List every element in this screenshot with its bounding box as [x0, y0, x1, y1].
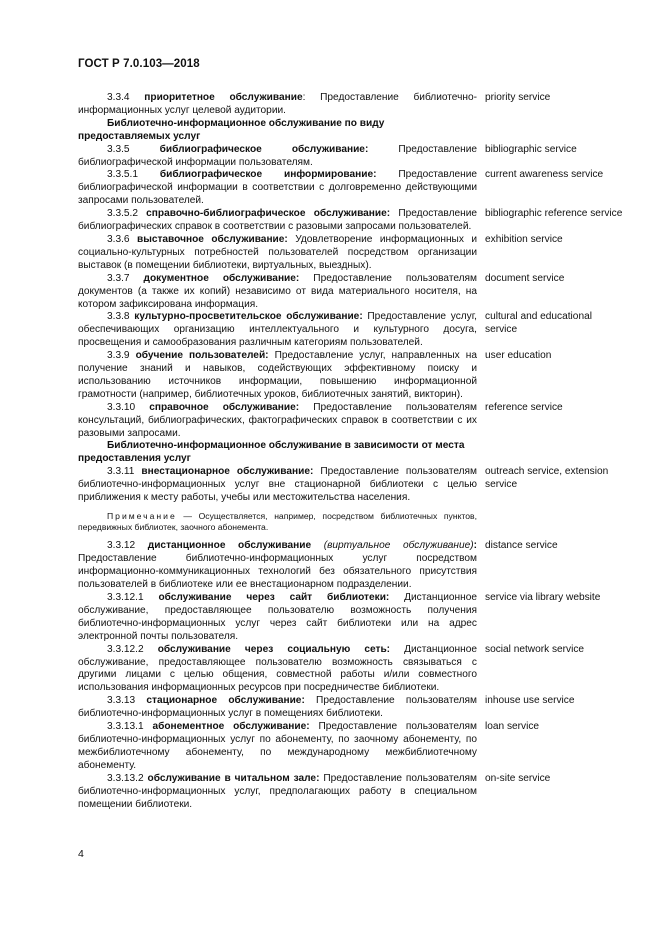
- definition-text: Предоставление пользователям библиотечно-информационных услуг в помещениях библиотеки.: [78, 695, 477, 720]
- term-definition: [78, 592, 477, 644]
- definition-text: Дистанционное обслуживание, предоставляющее пользователю возможность связываться с другими лицами с целью общения, совместной работы и/или совместного использования информационных ресурсов при посредничестве библиотеки.: [78, 643, 477, 694]
- term-colon: :: [386, 208, 391, 220]
- term-definition: [78, 540, 477, 592]
- definition-text: Предоставление пользователям библиотечно-информационных услуг вне стационарной библиотеки с целью приближения к месту работы, учебы или местожительства населения.: [78, 466, 477, 504]
- english-term: distance service: [485, 540, 558, 552]
- term-entry: [78, 234, 623, 273]
- term-colon: :: [295, 401, 300, 413]
- definition-text: Предоставление пользователям консультаций, библиографических, фактографических справок в соответствии с их разовыми запросами.: [78, 401, 477, 439]
- english-term: user education: [485, 350, 552, 362]
- term-name: справочно-библиографическое обслуживание: [146, 208, 387, 220]
- definition-text: Предоставление библиотечно-информационных услуг посредством информационно-коммуникационных технологий без обязательного присутствия пользователей в библиотеке или ее внестационарном подразделении.: [78, 553, 477, 591]
- note-text: — Осуществляется, например, посредством библиотечных пунктов, передвижных библиотек, заочного абонемента.: [78, 511, 477, 533]
- term-entries: [78, 92, 623, 811]
- definition-text: Предоставление библиографической информации пользователям.: [78, 143, 478, 168]
- term-number: 3.3.5.1: [107, 169, 138, 181]
- term-entry: [78, 92, 623, 118]
- section-heading-text: Библиотечно-информационное обслуживание по виду предоставляемых услуг: [78, 117, 385, 142]
- section-heading: [78, 118, 477, 144]
- term-entry: [78, 208, 623, 234]
- term-entry: [78, 169, 623, 208]
- term-name: обслуживание через сайт библиотеки: [158, 592, 386, 604]
- term-colon: :: [373, 169, 377, 181]
- term-name: документное обслуживание: [143, 272, 296, 284]
- term-colon: :: [309, 466, 314, 478]
- definition-text: Удовлетворение информационных и социально-культурных потребностей пользователей посредством организации выставок (в помещении библиотеки, виртуальных, выездных).: [78, 233, 477, 271]
- term-name: справочное обслуживание: [149, 401, 296, 413]
- term-colon: :: [385, 592, 390, 604]
- term-name: дистанционное обслуживание: [147, 540, 312, 552]
- term-name: внестационарное обслуживание: [141, 466, 310, 478]
- english-term: outreach service, extension service: [485, 466, 609, 491]
- term-definition: [78, 695, 477, 721]
- english-term: document service: [485, 272, 565, 284]
- term-number: 3.3.12.2: [107, 643, 144, 655]
- section-heading-text: Библиотечно-информационное обслуживание в зависимости от места предоставления услуг: [78, 440, 465, 465]
- definition-text: Предоставление услуг, направленных на получение знаний и навыков, содействующих эффективному поиску и использованию источников информации, повышению информационной грамотности (например, библиотечных уроков, библиотечных занятий, викторин).: [78, 350, 477, 400]
- english-term: exhibition service: [485, 233, 563, 245]
- term-number: 3.3.5: [107, 143, 130, 155]
- english-term: bibliographic reference service: [485, 208, 623, 220]
- term-number: 3.3.12.1: [107, 592, 144, 604]
- term-number: 3.3.7: [107, 272, 130, 284]
- term-number: 3.3.4: [107, 92, 130, 103]
- term-number: 3.3.5.2: [107, 208, 138, 220]
- section-heading: [78, 440, 477, 466]
- definition-text: : Предоставление библиотечно-информационных услуг целевой аудитории.: [78, 92, 477, 116]
- term-colon: :: [306, 721, 310, 733]
- term-number: 3.3.6: [107, 233, 130, 245]
- definition-text: Предоставление библиографической информации в соответствии с долговременно действующими запросами пользователей.: [78, 169, 477, 207]
- term-name: абонементное обслуживание: [152, 721, 307, 733]
- term-number: 3.3.11: [107, 466, 135, 478]
- term-definition: [78, 773, 477, 812]
- term-name: библиографическое информирование: [159, 169, 374, 181]
- definition-text: Предоставление библиографических справок в соответствии с разовыми запросами пользователей.: [78, 208, 477, 233]
- term-definition: [78, 234, 477, 273]
- term-name: стационарное обслуживание: [146, 695, 302, 707]
- term-colon: :: [301, 695, 305, 707]
- term-definition: [78, 644, 477, 696]
- term-colon: :: [316, 772, 320, 784]
- term-name: библиографическое обслуживание: [159, 143, 365, 155]
- term-number: 3.3.13.2: [107, 772, 144, 784]
- term-definition: [78, 402, 477, 441]
- term-colon: :: [386, 643, 391, 655]
- term-number: 3.3.9: [107, 350, 130, 362]
- term-colon: :: [295, 272, 300, 284]
- term-entry: [78, 273, 623, 312]
- term-colon: :: [473, 540, 477, 552]
- document-header: ГОСТ Р 7.0.103—2018: [78, 58, 200, 70]
- term-name: обслуживание в читальном зале: [147, 772, 317, 784]
- english-term: loan service: [485, 721, 540, 733]
- term-entry: [78, 592, 623, 644]
- term-name: обслуживание через социальную сеть: [157, 643, 387, 655]
- term-number: 3.3.13.1: [107, 721, 144, 733]
- note: [78, 511, 477, 533]
- definition-text: Предоставление пользователям библиотечно-информационных услуг, предполагающих работу в специальном помещении библиотеки.: [78, 772, 477, 810]
- term-definition: [78, 273, 477, 312]
- term-entry: [78, 311, 623, 350]
- term-number: 3.3.13: [107, 695, 136, 707]
- term-number: 3.3.12: [107, 540, 136, 552]
- term-colon: :: [364, 143, 369, 155]
- term-entry: [78, 695, 623, 721]
- term-name: приоритетное обслуживание: [144, 92, 303, 103]
- term-entry: [78, 721, 623, 773]
- english-term: inhouse use service: [485, 695, 575, 707]
- term-definition: [78, 466, 477, 505]
- term-number: 3.3.8: [107, 311, 130, 323]
- term-definition: [78, 311, 477, 350]
- definition-text: Предоставление пользователям библиотечно-информационных услуг по абонементу, по заочному абонементу, по межбиблиотечному абонементу, по международному межбиблиотечному абонементу.: [78, 721, 477, 771]
- term-entry: [78, 466, 623, 505]
- term-name: выставочное обслуживание: [136, 233, 285, 245]
- term-definition: [78, 721, 477, 773]
- definition-text: Дистанционное обслуживание, предоставляющее пользователю возможность получения библиотечно-информационных услуг через сайт библиотеки или на адрес электронной почты пользователя.: [78, 592, 477, 642]
- definition-text: Предоставление услуг, обеспечивающих организацию интеллектуального и культурного досуга, просвещения и самообразования различным категориям пользователей.: [78, 311, 477, 349]
- term-colon: :: [284, 233, 288, 245]
- term-colon: :: [359, 311, 363, 323]
- english-term: on-site service: [485, 772, 551, 784]
- term-definition: [78, 350, 477, 402]
- english-term: bibliographic service: [485, 143, 577, 155]
- term-name: культурно-просветительское обслуживание: [134, 311, 360, 323]
- english-term: social network service: [485, 643, 585, 655]
- term-entry: [78, 144, 623, 170]
- english-term: priority service: [485, 92, 551, 103]
- term-synonym: (виртуальное обслуживание): [311, 540, 474, 552]
- term-entry: [78, 540, 623, 592]
- note-label: Примечание: [107, 511, 177, 521]
- term-definition: [78, 169, 477, 208]
- term-entry: [78, 644, 623, 696]
- term-number: 3.3.10: [107, 401, 136, 413]
- english-term: reference service: [485, 401, 563, 413]
- term-colon: :: [265, 350, 269, 362]
- term-entry: [78, 350, 623, 402]
- definition-text: Предоставление пользователям документов (а также их копий) независимо от вида материального носителя, на котором зафиксирована информация.: [78, 272, 477, 310]
- term-definition: [78, 208, 477, 234]
- term-definition: [78, 144, 477, 170]
- term-name: обучение пользователей: [135, 350, 266, 362]
- english-term: cultural and educational service: [485, 311, 592, 336]
- english-term: current awareness service: [485, 169, 604, 181]
- term-definition: [78, 92, 477, 118]
- term-entry: [78, 773, 623, 812]
- english-term: service via library website: [485, 592, 601, 604]
- term-entry: [78, 402, 623, 441]
- page-number: 4: [78, 848, 84, 860]
